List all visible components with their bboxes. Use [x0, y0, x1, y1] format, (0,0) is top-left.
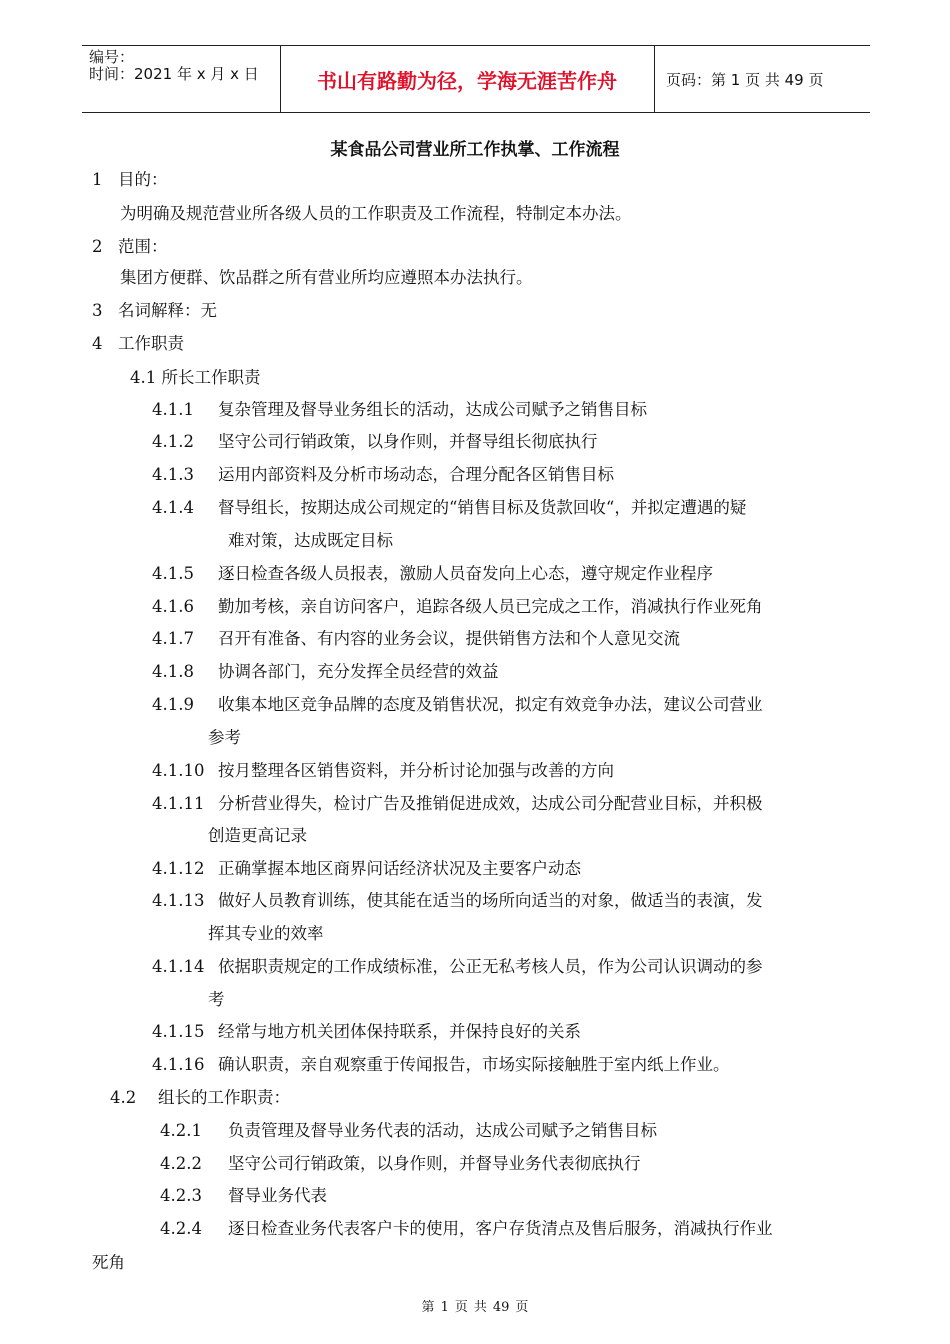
item-number: 4.1.15 [152, 1022, 205, 1041]
item-text: 运用内部资料及分析市场动态，合理分配各区销售目标 [218, 465, 614, 484]
item-number: 4.1.13 [152, 891, 205, 910]
list-item [152, 891, 763, 911]
item-text: 负责管理及督导业务代表的活动，达成公司赋予之销售目标 [228, 1121, 657, 1140]
page-footer [0, 1296, 950, 1315]
item-number: 4.1.9 [152, 695, 194, 714]
list-item [160, 1121, 657, 1141]
footer-text: 页 [515, 1300, 529, 1315]
footer-page-number: 1 [440, 1300, 449, 1315]
section-heading [92, 237, 168, 257]
item-number: 4.1.11 [152, 794, 205, 813]
list-item [152, 564, 713, 584]
item-number: 4.1.4 [152, 498, 194, 517]
footer-text: 页 [454, 1300, 468, 1315]
subsection-heading: 4.1 所长工作职责 [130, 368, 261, 387]
item-number: 4.1.10 [152, 761, 205, 780]
item-text: 坚守公司行销政策，以身作则，并督导业务代表彻底执行 [228, 1154, 641, 1173]
list-item [152, 1022, 581, 1042]
item-continuation: 考 [208, 990, 225, 1009]
list-item [152, 432, 598, 452]
item-number: 4.1.5 [152, 564, 194, 583]
list-item [160, 1186, 327, 1206]
list-item [152, 1055, 730, 1075]
section-title: 名词解释：无 [118, 301, 217, 320]
item-number: 4.2.4 [160, 1219, 202, 1238]
section-title: 工作职责 [118, 334, 184, 353]
header-divider [654, 45, 655, 113]
item-continuation: 挥其专业的效率 [208, 924, 324, 943]
document-title: 某食品公司营业所工作执掌、工作流程 [330, 140, 620, 160]
item-text: 坚守公司行销政策，以身作则，并督导组长彻底执行 [218, 432, 598, 451]
item-text: 依据职责规定的工作成绩标准，公正无私考核人员，作为公司认识调动的参 [218, 957, 763, 976]
item-number: 4.2.3 [160, 1186, 202, 1205]
list-item [152, 957, 763, 977]
section-number: 2 [92, 237, 103, 256]
item-text: 经常与地方机关团体保持联系，并保持良好的关系 [218, 1022, 581, 1041]
section-heading [92, 301, 217, 321]
list-item [152, 695, 763, 715]
item-number: 4.1.8 [152, 662, 194, 681]
section-body: 为明确及规范营业所各级人员的工作职责及工作流程，特制定本办法。 [120, 204, 632, 223]
item-text: 逐日检查各级人员报表，激励人员奋发向上心态，遵守规定作业程序 [218, 564, 713, 583]
section-number: 1 [92, 170, 103, 189]
item-text: 召开有准备、有内容的业务会议，提供销售方法和个人意见交流 [218, 629, 680, 648]
section-body: 集团方便群、饮品群之所有营业所均应遵照本办法执行。 [120, 268, 533, 287]
list-item [152, 629, 680, 649]
section-title: 范围： [118, 237, 168, 256]
item-continuation: 死角 [92, 1253, 125, 1272]
list-item [152, 465, 614, 485]
list-item [152, 400, 647, 420]
header-motto: 书山有路勤为径，学海无涯苦作舟 [317, 68, 617, 93]
item-text: 按月整理各区销售资料，并分析讨论加强与改善的方向 [218, 761, 614, 780]
list-item [152, 597, 763, 617]
item-continuation: 创造更高记录 [208, 826, 307, 845]
item-number: 4.2.2 [160, 1154, 202, 1173]
footer-text: 第 [421, 1300, 435, 1315]
section-title: 目的： [118, 170, 168, 189]
item-text: 分析营业得失，检讨广告及推销促进成效，达成公司分配营业目标，并积极 [218, 794, 763, 813]
header-time-label: 时间：2021 年 x 月 x 日 [89, 65, 259, 83]
item-number: 4.1.1 [152, 400, 194, 419]
item-text: 督导组长，按期达成公司规定的“销售目标及货款回收“，并拟定遭遇的疑 [218, 498, 747, 517]
header-page-info: 页码：第 1 页 共 49 页 [666, 71, 824, 89]
list-item [152, 662, 499, 682]
section-heading [92, 334, 184, 354]
header-table [82, 45, 870, 113]
item-text: 做好人员教育训练，使其能在适当的场所向适当的对象，做适当的表演，发 [218, 891, 763, 910]
item-continuation: 参考 [208, 728, 241, 747]
item-text: 协调各部门，充分发挥全员经营的效益 [218, 662, 499, 681]
list-item [152, 794, 763, 814]
footer-text: 共 [473, 1300, 487, 1315]
section-heading [92, 170, 168, 190]
item-text: 勤加考核，亲自访问客户，追踪各级人员已完成之工作，消减执行作业死角 [218, 597, 763, 616]
item-number: 4.1.7 [152, 629, 194, 648]
item-number: 4.1.6 [152, 597, 194, 616]
item-text: 正确掌握本地区商界问话经济状况及主要客户动态 [218, 859, 581, 878]
list-item [152, 498, 746, 518]
header-meta [89, 49, 259, 83]
list-item [152, 859, 581, 879]
subsection-number: 4.2 [110, 1088, 137, 1107]
item-number: 4.2.1 [160, 1121, 202, 1140]
item-number: 4.1.16 [152, 1055, 205, 1074]
item-text: 收集本地区竞争品牌的态度及销售状况，拟定有效竞争办法，建议公司营业 [218, 695, 763, 714]
list-item [160, 1154, 641, 1174]
item-number: 4.1.2 [152, 432, 194, 451]
item-text: 确认职责，亲自观察重于传闻报告，市场实际接触胜于室内纸上作业。 [218, 1055, 730, 1074]
item-text: 督导业务代表 [228, 1186, 327, 1205]
item-text: 逐日检查业务代表客户卡的使用，客户存货清点及售后服务，消减执行作业 [228, 1219, 773, 1238]
list-item [160, 1219, 773, 1239]
footer-total-pages: 49 [492, 1300, 510, 1315]
subsection-title: 组长的工作职责： [158, 1088, 290, 1107]
item-text: 复杂管理及督导业务组长的活动，达成公司赋予之销售目标 [218, 400, 647, 419]
subsection-heading [110, 1088, 290, 1108]
item-number: 4.1.12 [152, 859, 205, 878]
header-number-label: 编号： [89, 48, 135, 66]
section-number: 3 [92, 301, 103, 320]
item-number: 4.1.3 [152, 465, 194, 484]
item-continuation: 难对策，达成既定目标 [228, 531, 393, 550]
item-number: 4.1.14 [152, 957, 205, 976]
section-number: 4 [92, 334, 103, 353]
list-item [152, 761, 614, 781]
